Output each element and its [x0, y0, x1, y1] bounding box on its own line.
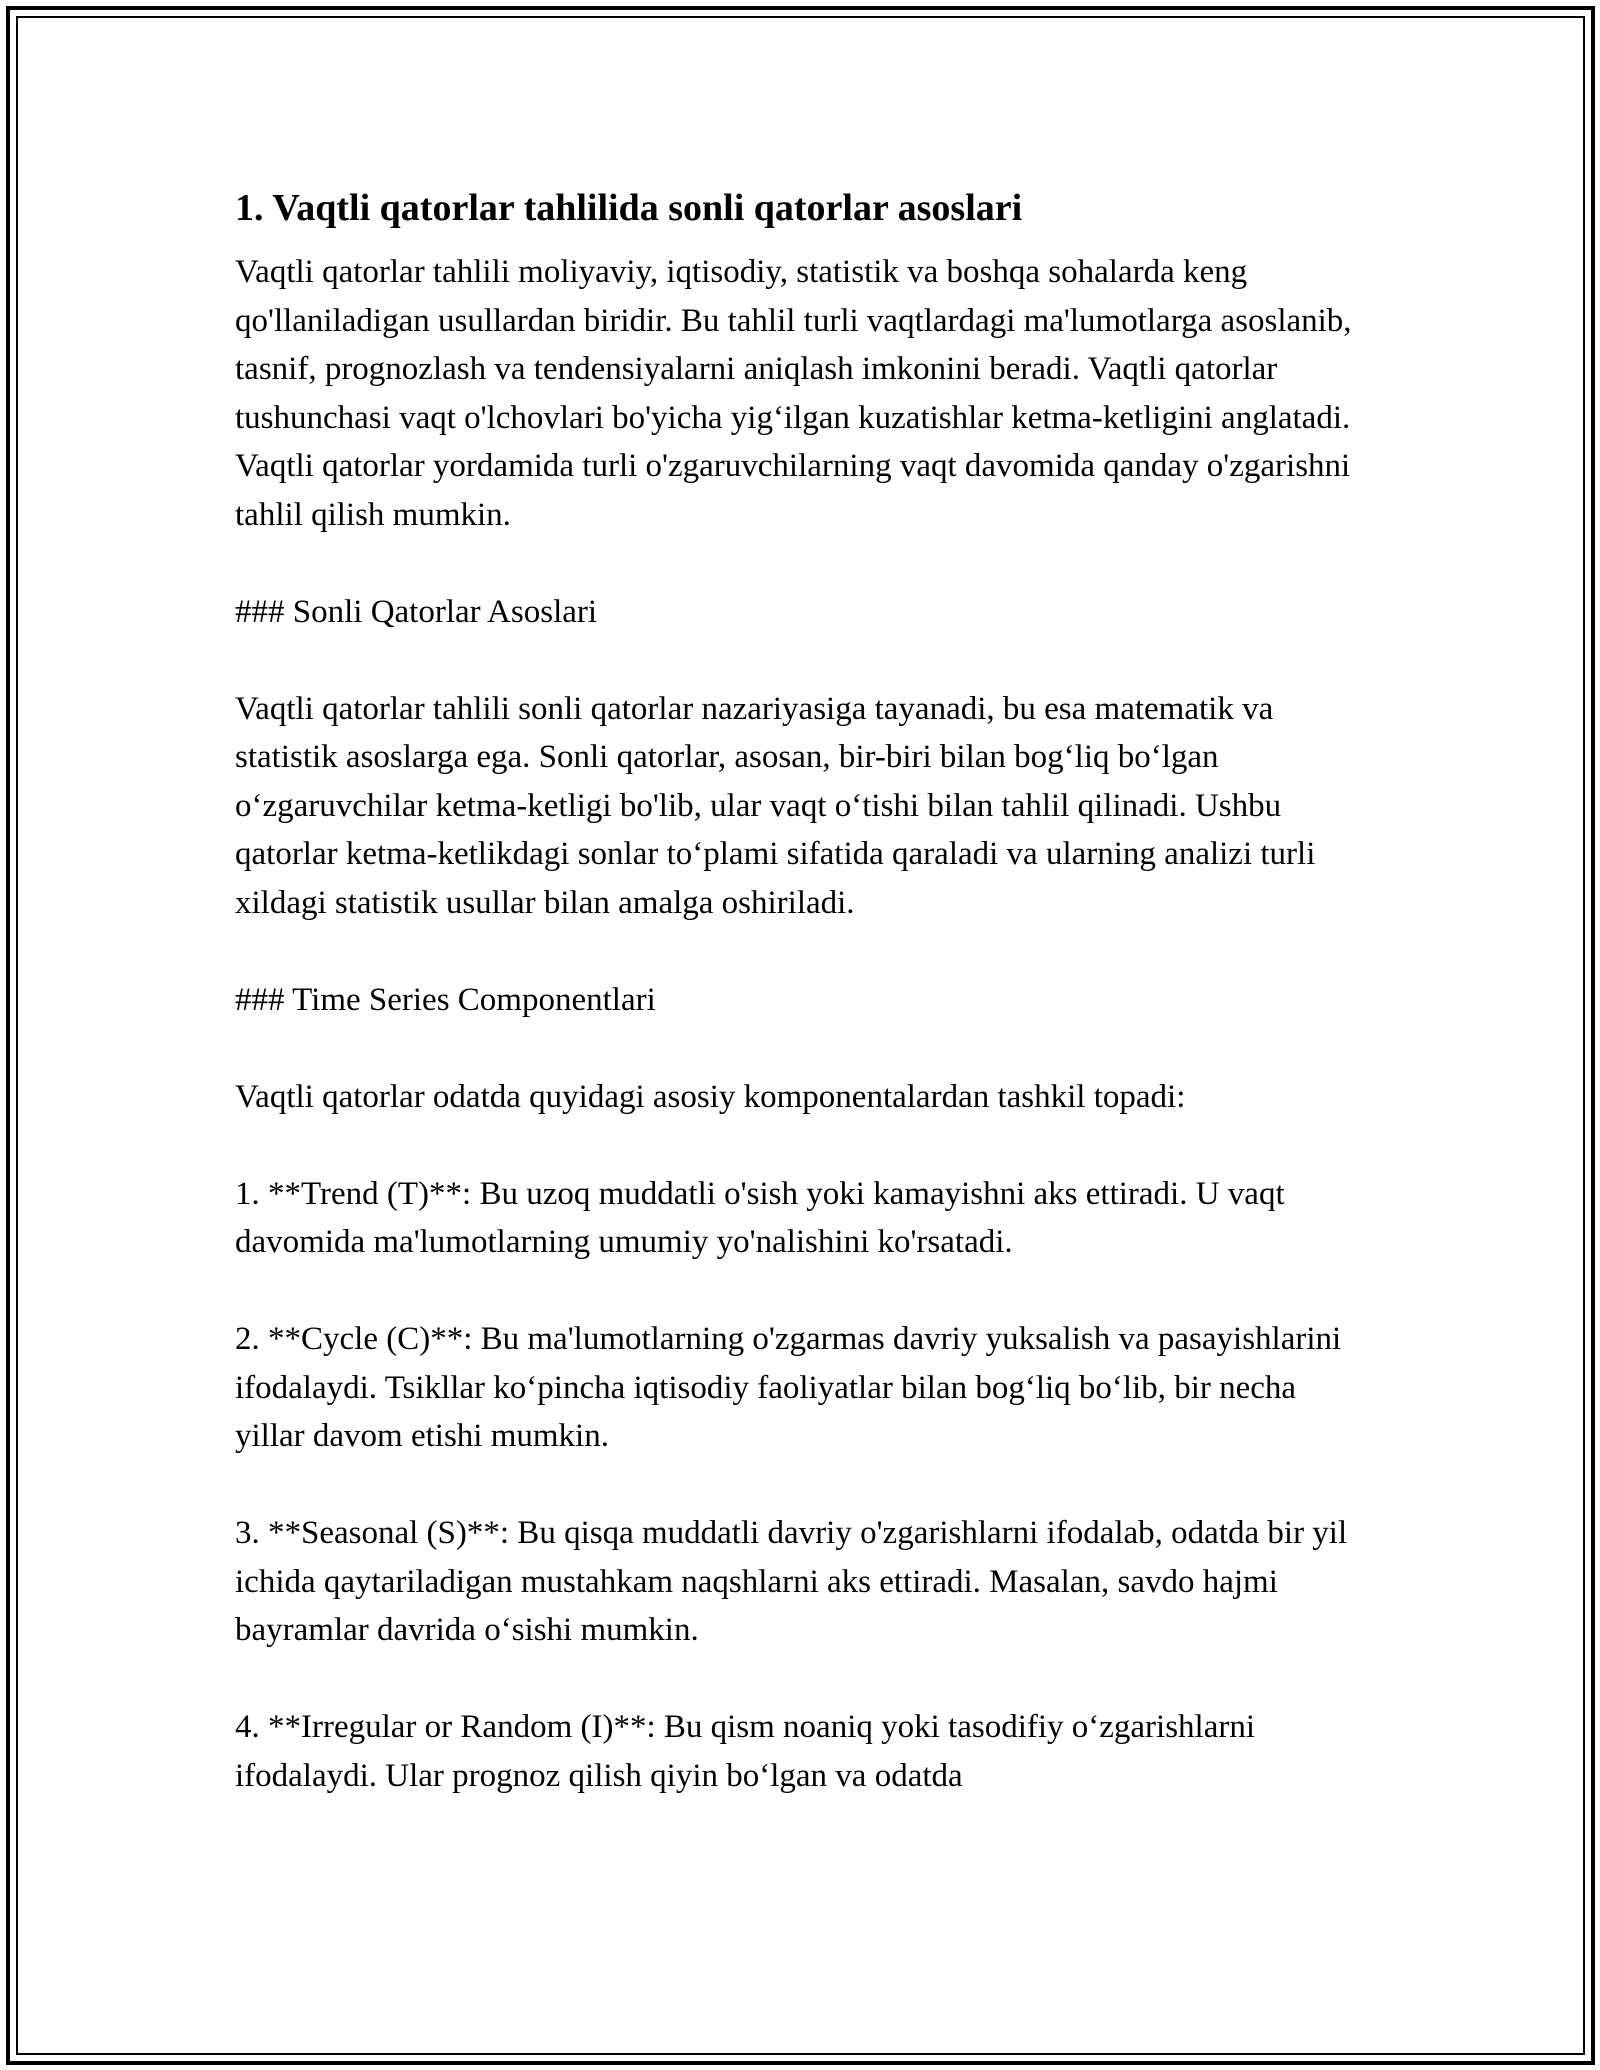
paragraph-gap — [235, 1121, 1365, 1170]
component-item-cycle: 2. **Cycle (C)**: Bu ma'lumotlarning o'zgarmas davriy yuksalish va pasayishlarini ifodalaydi. Tsikllar ko‘pincha iqtisodiy faoliyatlar bilan bog‘liq bo‘lib, bir necha yillar davom etishi mumkin. — [235, 1321, 1342, 1454]
paragraph-gap — [235, 1655, 1365, 1704]
paragraph-gap — [235, 539, 1365, 588]
paragraph-gap — [235, 1267, 1365, 1316]
section-heading-time-series: ### Time Series Componentlari — [235, 981, 656, 1018]
paragraph-gap — [235, 1024, 1365, 1073]
paragraph-gap — [235, 1461, 1365, 1510]
paragraph-gap — [235, 927, 1365, 976]
section-heading-sonli-qatorlar: ### Sonli Qatorlar Asoslari — [235, 593, 598, 630]
component-item-trend: 1. **Trend (T)**: Bu uzoq muddatli o'sish yoki kamayishni aks ettiradi. U vaqt davomida ma'lumotlarning umumiy yo'nalishini ko'rsatadi. — [235, 1175, 1285, 1260]
document-body — [235, 178, 1365, 1800]
paragraph-gap — [235, 636, 1365, 685]
component-item-irregular: 4. **Irregular or Random (I)**: Bu qism noaniq yoki tasodifiy o‘zgarishlarni ifodalaydi. Ular prognoz qilish qiyin bo‘lgan va odatda — [235, 1709, 1256, 1794]
sonli-qatorlar-paragraph: Vaqtli qatorlar tahlili sonli qatorlar nazariyasiga tayanadi, bu esa matematik va statistik asoslarga ega. Sonli qatorlar, asosan, bir-biri bilan bog‘liq bo‘lgan o‘zgaruvchilar ketma-ketligi bo'lib, ular vaqt o‘tishi bilan tahlil qilinadi. Ushbu qatorlar ketma-ketlikdagi sonlar to‘plami sifatida qaraladi va ularning analizi turli xildagi statistik usullar bilan amalga oshiriladi. — [235, 690, 1316, 921]
document-title: 1. Vaqtli qatorlar tahlilida sonli qatorlar asoslari — [235, 187, 1023, 229]
component-item-seasonal: 3. **Seasonal (S)**: Bu qisqa muddatli davriy o'zgarishlarni ifodalab, odatda bir yil ichida qaytariladigan mustahkam naqshlarni aks ettiradi. Masalan, savdo hajmi bayramlar davrida o‘sishi mumkin. — [235, 1515, 1348, 1648]
intro-paragraph: Vaqtli qatorlar tahlili moliyaviy, iqtisodiy, statistik va boshqa sohalarda keng qo'llaniladigan usullardan biridir. Bu tahlil turli vaqtlardagi ma'lumotlarga asoslanib, tasnif, prognozlash va tendensiyalarni aniqlash imkonini beradi. Vaqtli qatorlar tushunchasi vaqt o'lchovlari bo'yicha yig‘ilgan kuzatishlar ketma-ketligini anglatadi. Vaqtli qatorlar yordamida turli o'zgaruvchilarning vaqt davomida qanday o'zgarishni tahlil qilish mumkin. — [235, 254, 1352, 533]
components-intro-paragraph: Vaqtli qatorlar odatda quyidagi asosiy komponentalardan tashkil topadi: — [235, 1078, 1186, 1115]
